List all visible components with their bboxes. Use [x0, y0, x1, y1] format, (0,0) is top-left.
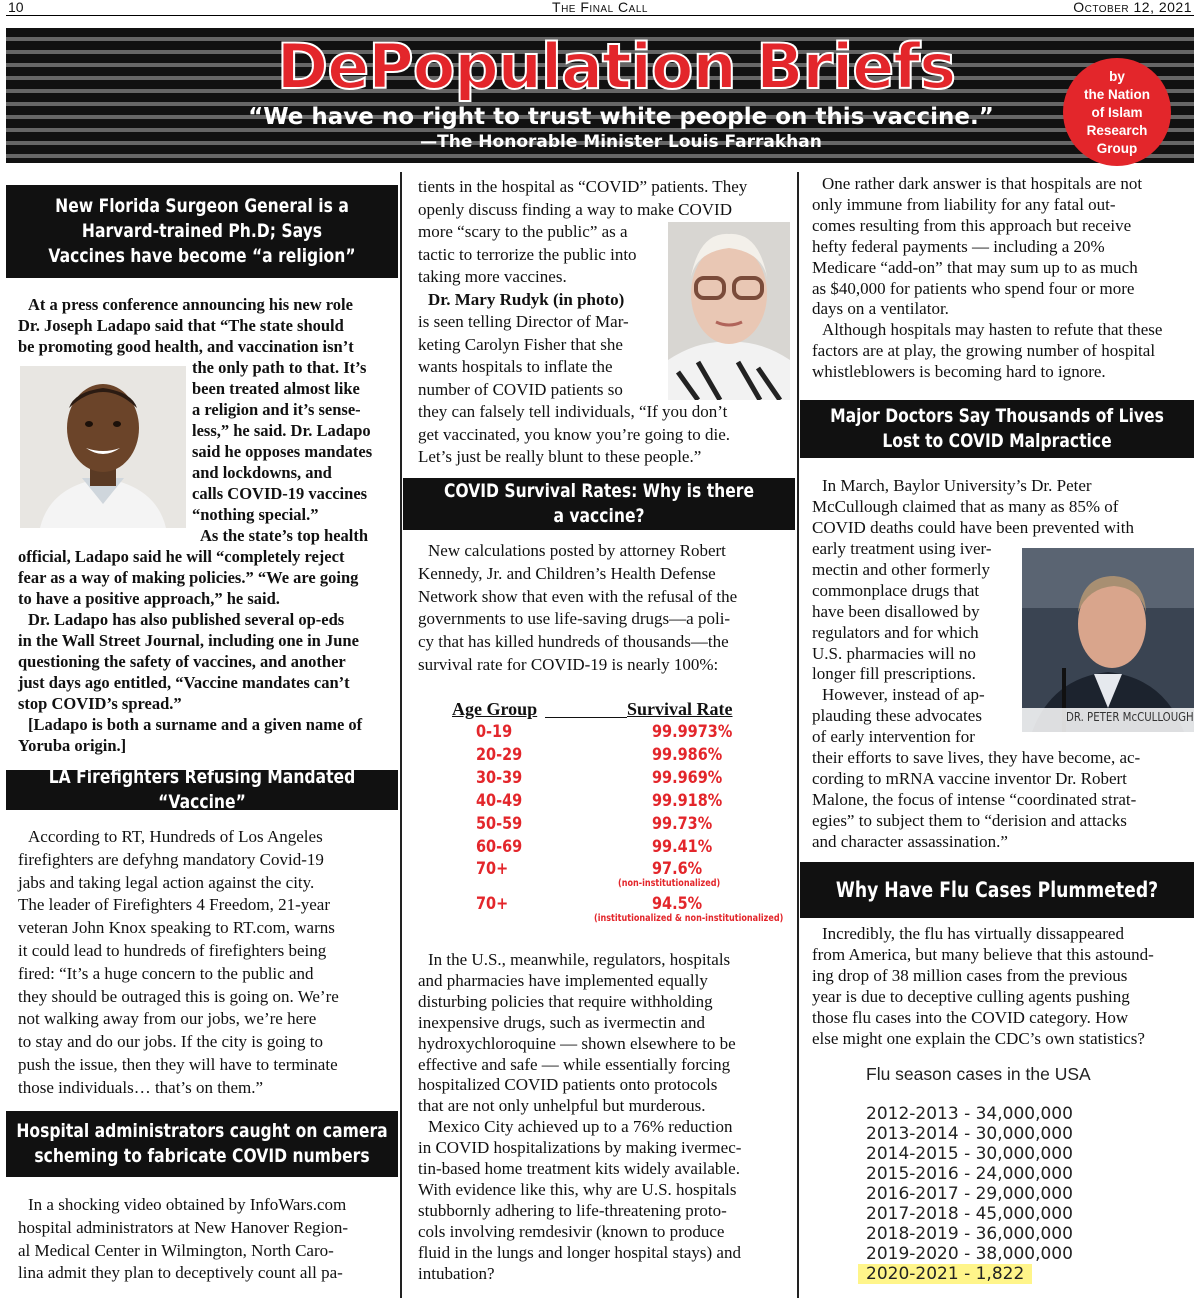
- text-line: ing drop of 38 million cases from the previous: [812, 965, 1128, 985]
- text-line: commonplace drugs that: [812, 580, 980, 600]
- text-line: hospital administrators at New Hanover Region-: [18, 1217, 349, 1237]
- text-line: In a shocking video obtained by InfoWars.com: [28, 1195, 347, 1214]
- flu-season-row: 2018-2019 - 36,000,000: [866, 1224, 1073, 1244]
- publication-name: The Final Call: [552, 0, 648, 15]
- text-line: of early intervention for: [812, 727, 975, 747]
- survival-headline: COVID Survival Rates: Why is there a vaccine?: [403, 478, 795, 530]
- text-line: early treatment using iver-: [812, 539, 992, 558]
- survival-rate: 99.969%: [652, 768, 723, 788]
- flu-season-row: 2019-2020 - 38,000,000: [866, 1244, 1073, 1264]
- text-line: fear as a way of making policies.” “We are going: [18, 568, 359, 587]
- mccullough-photo: [1022, 548, 1194, 732]
- text-line: they should be outraged this is going on. We’re: [18, 986, 339, 1006]
- age-group: 70+: [476, 894, 509, 914]
- text-line: as $40,000 for patients who spend four or more: [812, 278, 1135, 298]
- flu-body: [812, 924, 1186, 1049]
- banner-quote: “We have no right to trust white people on this vaccine.”: [248, 104, 994, 130]
- text-line: mectin and other formerly: [812, 559, 990, 579]
- text-line: said he opposes mandates: [192, 442, 373, 461]
- text-line: As the state’s top health: [200, 526, 369, 545]
- flu-season-row: 2015-2016 - 24,000,000: [866, 1164, 1073, 1184]
- badge-line: the Nation: [1084, 87, 1150, 102]
- firefighters-headline: LA Firefighters Refusing Mandated “Vaccine”: [6, 770, 398, 810]
- text-line: According to RT, Hundreds of Los Angeles: [28, 827, 323, 846]
- text-line: number of COVID patients so: [418, 379, 623, 399]
- hospital-cont-top: [418, 176, 788, 221]
- photo-caption: DR. PETER McCULLOUGH: [1066, 710, 1194, 724]
- text-line: and lockdowns, and: [192, 463, 332, 482]
- text-line: Dr. Mary Rudyk (in photo): [428, 289, 625, 309]
- text-line: survival rate for COVID-19 is nearly 100%:: [418, 654, 719, 674]
- text-line: Network show that even with the refusal of the: [418, 586, 738, 606]
- doctors-body-top: [812, 476, 1186, 539]
- text-line: they can falsely tell individuals, “If you don’t: [418, 402, 728, 421]
- rate-note: (institutionalized & non-institutionalized): [594, 913, 784, 924]
- text-line: keting Carolyn Fisher that she: [418, 334, 623, 354]
- survival-rate: 99.986%: [652, 745, 723, 765]
- text-line: Dr. Ladapo has also published several op-eds: [28, 610, 345, 629]
- flu-table-title: Flu season cases in the USA: [866, 1064, 1091, 1084]
- text-line: those individuals… that’s on them.”: [18, 1077, 264, 1097]
- hospital-cont-bottom: [418, 401, 788, 469]
- text-line: al Medical Center in Wilmington, North Caro-: [18, 1240, 334, 1260]
- flu-season-row: 2014-2015 - 30,000,000: [866, 1144, 1073, 1164]
- running-head: [6, 0, 1194, 16]
- age-group: 40-49: [476, 791, 523, 811]
- text-line: longer fill prescriptions.: [812, 664, 976, 684]
- text-line: regulators and for which: [812, 622, 979, 642]
- text-line: Yoruba origin.]: [18, 736, 127, 755]
- text-line: calls COVID-19 vaccines: [192, 484, 368, 503]
- issue-date: October 12, 2021: [1073, 0, 1192, 15]
- florida-body-side: [192, 357, 388, 546]
- text-line: New calculations posted by attorney Robert: [428, 541, 726, 560]
- text-line: disturbing policies that require withholding: [418, 991, 713, 1011]
- text-line: Mexico City achieved up to a 76% reduction: [428, 1117, 733, 1137]
- text-line: COVID deaths could have been prevented with: [812, 517, 1134, 537]
- text-line: year is due to deceptive culling agents pushing: [812, 986, 1130, 1006]
- hospital-cont-side: [418, 221, 666, 401]
- rudyk-photo: [668, 222, 790, 400]
- banner: [6, 28, 1194, 163]
- text-line: veteran John Knox speaking to RT.com, warns: [18, 918, 335, 938]
- text-line: a religion and it’s sense-: [192, 400, 361, 419]
- text-line: push the issue, then they will have to terminate: [18, 1054, 338, 1074]
- text-line: cy that has killed hundreds of thousands—the: [418, 632, 729, 652]
- text-line: The leader of Firefighters 4 Freedom, 21-year: [18, 895, 331, 915]
- age-group: 60-69: [476, 837, 523, 857]
- text-line: in the Wall Street Journal, including one in June: [18, 631, 359, 650]
- column-rule: [797, 172, 799, 1298]
- flu-season-row: 2013-2014 - 30,000,000: [866, 1124, 1073, 1144]
- text-line: In the U.S., meanwhile, regulators, hospitals: [428, 950, 731, 969]
- doctors-body-side: [812, 539, 1018, 748]
- badge-line: Research: [1086, 123, 1148, 138]
- text-line: the only path to that. It’s: [192, 358, 367, 377]
- flu-season-row: 2016-2017 - 29,000,000: [866, 1184, 1073, 1204]
- survival-rate: 99.918%: [652, 791, 723, 811]
- text-line: hospitalized COVID patients onto protocols: [418, 1075, 718, 1095]
- survival-rate: 99.73%: [652, 814, 713, 834]
- banner-attribution: —The Honorable Minister Louis Farrakhan: [420, 132, 822, 152]
- text-line: McCullough claimed that as many as 85% of: [812, 496, 1119, 516]
- text-line: Although hospitals may hasten to refute that these: [822, 320, 1163, 340]
- text-line: Malone, the focus of intense “coordinated strat-: [812, 789, 1137, 809]
- text-line: questioning the safety of vaccines, and another: [18, 652, 346, 671]
- age-group: 0-19: [476, 722, 513, 742]
- text-line: days on a ventilator.: [812, 299, 949, 319]
- text-line: just days ago entitled, “Vaccine mandates can’t: [18, 673, 350, 692]
- text-line: get vaccinated, you know you’re going to die.: [418, 424, 731, 444]
- text-line: stubbornly adhering to life-threatening proto-: [418, 1200, 727, 1220]
- doctors-body-bottom: [812, 748, 1186, 853]
- text-line: have been disallowed by: [812, 601, 980, 621]
- survival-rate: 99.9973%: [652, 722, 733, 742]
- survival-body-after: [418, 950, 788, 1285]
- text-line: their efforts to save lives, they have become, ac-: [812, 748, 1141, 767]
- text-line: it could lead to hundreds of firefighters being: [18, 940, 327, 960]
- text-line: less,” he said. Dr. Ladapo: [192, 421, 371, 440]
- text-line: One rather dark answer is that hospitals are not: [822, 174, 1143, 193]
- text-line: Incredibly, the flu has virtually dissappeared: [822, 924, 1124, 943]
- text-line: whistleblowers is becoming hard to ignore.: [812, 362, 1106, 382]
- text-line: openly discuss finding a way to make COVID: [418, 199, 732, 219]
- text-line: to stay and do our jobs. If the city is going to: [18, 1032, 324, 1052]
- text-line: Dr. Joseph Ladapo said that “The state should: [18, 316, 344, 335]
- age-group: 50-59: [476, 814, 523, 834]
- firefighters-body: [18, 826, 388, 1100]
- text-line: governments to use life-saving drugs—a poli-: [418, 609, 731, 629]
- ladapo-photo: [20, 366, 186, 528]
- badge-line: by: [1109, 69, 1125, 84]
- text-line: factors are at play, the growing number of hospital: [812, 341, 1156, 361]
- text-line: egies” to subject them to “derision and attacks: [812, 810, 1127, 830]
- hospital-body: [18, 1194, 388, 1285]
- survival-body: [418, 540, 788, 677]
- text-line: from America, but many believe that this astound-: [812, 944, 1154, 964]
- page-number: 10: [8, 0, 24, 15]
- text-line: U.S. pharmacies will no: [812, 643, 976, 663]
- age-group: 20-29: [476, 745, 523, 765]
- florida-body-top: [18, 294, 388, 357]
- text-line: in COVID hospitalizations by making ivermec-: [418, 1138, 742, 1158]
- text-line: “nothing special.”: [192, 505, 319, 524]
- dark-answer-body: [812, 174, 1186, 383]
- text-line: and pharmacies have implemented equally: [418, 970, 708, 990]
- text-line: inexpensive drugs, such as ivermectin and: [418, 1012, 706, 1032]
- survival-rate: 94.5%: [652, 894, 703, 914]
- column-rule: [400, 172, 402, 1298]
- col-header-age: Age Group: [452, 699, 538, 719]
- florida-headline: New Florida Surgeon General is a Harvard-trained Ph.D; Says Vaccines have become “a religion”: [6, 185, 398, 278]
- text-line: tin-based home treatment kits widely available.: [418, 1159, 740, 1179]
- flu-season-row-highlighted: 2020-2021 - 1,822: [858, 1264, 1032, 1284]
- text-line: stop COVID’s spread.”: [18, 694, 182, 713]
- badge-line: of Islam: [1091, 105, 1143, 120]
- text-line: to have a positive approach,” he said.: [18, 589, 280, 608]
- text-line: tactic to terrorize the public into: [418, 244, 637, 264]
- text-line: fired: “It’s a huge concern to the public and: [18, 963, 314, 983]
- flu-season-row: 2012-2013 - 34,000,000: [866, 1104, 1073, 1124]
- header-rule: [545, 717, 627, 718]
- age-group: 30-39: [476, 768, 523, 788]
- text-line: that are not only unhelpful but murderous.: [418, 1096, 706, 1116]
- text-line: With evidence like this, why are U.S. hospitals: [418, 1179, 737, 1199]
- age-group: 70+: [476, 859, 509, 879]
- badge-line: Group: [1096, 141, 1138, 156]
- florida-body-bottom: [18, 546, 388, 756]
- text-line: [Ladapo is both a surname and a given name of: [28, 715, 363, 734]
- col-header-rate: Survival Rate: [627, 699, 733, 719]
- text-line: hydroxychloroquine — shown elsewhere to be: [418, 1033, 736, 1053]
- text-line: cols involving remdesivir (known to produce: [418, 1221, 725, 1241]
- text-line: hefty federal payments — including a 20%: [812, 236, 1105, 256]
- text-line: be promoting good health, and vaccination isn’t: [18, 337, 354, 356]
- text-line: more “scary to the public” as a: [418, 222, 628, 241]
- text-line: official, Ladapo said he will “completely reject: [18, 547, 345, 566]
- text-line: Let’s just be really blunt to these people.”: [418, 447, 702, 466]
- doctors-headline: Major Doctors Say Thousands of Lives Lost to COVID Malpractice: [800, 400, 1194, 458]
- text-line: taking more vaccines.: [418, 267, 567, 286]
- text-line: At a press conference announcing his new role: [28, 295, 353, 314]
- text-line: wants hospitals to inflate the: [418, 357, 613, 376]
- text-line: those flu cases into the COVID category. How: [812, 1007, 1129, 1027]
- text-line: firefighters are defyhng mandatory Covid-19: [18, 849, 324, 869]
- text-line: lina admit they plan to deceptively count all pa-: [18, 1263, 343, 1283]
- text-line: tients in the hospital as “COVID” patients. They: [418, 177, 748, 196]
- text-line: is seen telling Director of Mar-: [418, 312, 629, 331]
- rate-note: (non-institutionalized): [618, 878, 721, 889]
- research-group-badge: [1063, 58, 1171, 166]
- text-line: been treated almost like: [192, 379, 360, 398]
- text-line: In March, Baylor University’s Dr. Peter: [822, 476, 1092, 495]
- text-line: effective and safe — while essentially forcing: [418, 1054, 731, 1074]
- text-line: comes resulting from this approach but receive: [812, 215, 1132, 235]
- text-line: jabs and taking legal action against the city.: [18, 872, 315, 892]
- text-line: else might one explain the CDC’s own statistics?: [812, 1028, 1145, 1048]
- text-line: only immune from liability for any fatal out-: [812, 194, 1116, 214]
- text-line: plauding these advocates: [812, 706, 982, 726]
- text-line: Medicare “add-on” that may sum up to as much: [812, 257, 1138, 277]
- text-line: However, instead of ap-: [822, 685, 985, 705]
- banner-title: DePopulation Briefs: [276, 30, 956, 103]
- flu-season-row: 2017-2018 - 45,000,000: [866, 1204, 1073, 1224]
- text-line: not walking away from our jobs, we’re here: [18, 1009, 317, 1029]
- text-line: and character assassination.”: [812, 831, 1008, 851]
- hospital-headline: Hospital administrators caught on camera scheming to fabricate COVID numbers: [6, 1111, 398, 1177]
- survival-rate: 97.6%: [652, 859, 703, 879]
- text-line: Kennedy, Jr. and Children’s Health Defense: [418, 563, 716, 583]
- flu-headline: Why Have Flu Cases Plummeted?: [800, 862, 1194, 918]
- text-line: fluid in the lungs and longer hospital stays) and: [418, 1242, 741, 1262]
- survival-rate: 99.41%: [652, 837, 713, 857]
- text-line: intubation?: [418, 1263, 495, 1283]
- text-line: cording to mRNA vaccine inventor Dr. Robert: [812, 768, 1127, 788]
